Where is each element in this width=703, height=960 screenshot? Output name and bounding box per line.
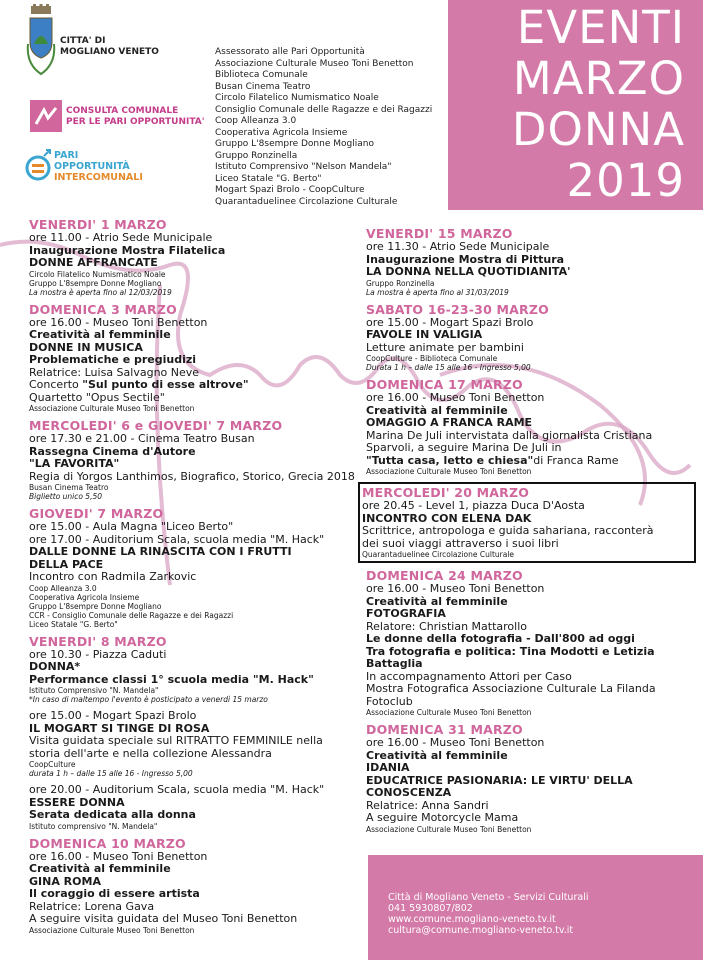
event-date: DOMENICA 3 MARZO — [29, 301, 177, 317]
consulta-icon — [30, 100, 62, 132]
event-desc: Visita guidata speciale sul RITRATTO FEMMINILE nella — [29, 734, 323, 747]
event-title: ESSERE DONNA — [29, 795, 125, 809]
event-date: MERCOLEDI' 6 e GIOVEDI' 7 MARZO — [29, 418, 283, 433]
event-title: IL MOGART SI TINGE DI ROSA — [29, 721, 210, 735]
event-org: Cooperativa Agricola Insieme — [29, 592, 140, 602]
event-note: La mostra è aperta fino al 31/03/2019 — [366, 287, 509, 297]
event-concert-label: Concerto — [29, 378, 83, 391]
event-title: OMAGGIO A FRANCA RAME — [366, 416, 533, 429]
event-org: Associazione Culturale Museo Toni Benetton — [29, 925, 195, 935]
consulta-text — [66, 106, 204, 128]
event-time-place: ore 16.00 - Museo Toni Benetton — [366, 582, 545, 595]
footer-phone: 041 5930807/802 — [388, 903, 473, 914]
event-time-place: ore 20.00 - Auditorium Scala, scuola media "M. Hack" — [29, 783, 325, 796]
event-org: CCR - Consiglio Comunale delle Ragazze e dei Ragazzi — [29, 610, 234, 620]
event-mar-7 — [29, 507, 359, 629]
event-subtitle: Creatività al femminile — [366, 403, 508, 417]
footer-email-link[interactable]: cultura@comune.mogliano-veneto.tv.it — [388, 925, 574, 936]
organizers-list — [215, 47, 432, 208]
event-show — [366, 455, 696, 468]
event-org: Istituto comprensivo "N. Mandela" — [29, 821, 158, 831]
event-mar-31 — [366, 723, 696, 834]
event-performer: Quartetto "Opus Sectile" — [29, 390, 165, 404]
event-org: Gruppo Ronzinella — [366, 278, 435, 288]
event-desc: Incontro con Radmila Zarkovic — [29, 570, 197, 583]
event-subtitle: Serata dedicata alla donna — [29, 808, 196, 821]
city-line1: CITTA' DI — [60, 36, 106, 46]
event-date: MERCOLEDI' 20 MARZO — [362, 485, 530, 500]
event-org: Liceo Statale "G. Berto" — [29, 619, 118, 629]
event-title: INCONTRO CON ELENA DAK — [362, 511, 532, 525]
event-org: Quarantaduelinee Circolazione Culturale — [362, 550, 515, 559]
event-subtitle: Inaugurazione Mostra di Pittura — [366, 252, 565, 266]
organizer-item: Liceo Statale "G. Berto" — [215, 173, 322, 184]
event-note: Durata 1 h – dalle 15 alle 16 - Ingresso 5,00 — [366, 363, 531, 372]
event-concert-title: "Sul punto di esse altrove" — [82, 378, 249, 391]
city-name — [60, 36, 159, 58]
event-desc: In accompagnamento Attori per Caso — [366, 669, 572, 683]
event-date: DOMENICA 24 MARZO — [366, 568, 523, 583]
event-title: DONNA* — [29, 660, 81, 673]
title-line-marzo: MARZO — [512, 52, 685, 105]
event-time-place: ore 10.30 - Piazza Caduti — [29, 647, 167, 661]
event-mar-17 — [366, 378, 696, 476]
footer-contact — [368, 855, 703, 960]
event-time-place: ore 20.45 - Level 1, piazza Duca D'Aosta — [362, 499, 585, 512]
event-mar-1 — [29, 218, 359, 297]
organizer-item: Coop Alleanza 3.0 — [215, 116, 297, 126]
event-mar-3 — [29, 303, 359, 414]
event-desc: Marina De Juli intervistata dalla giornalista Cristiana — [366, 428, 653, 442]
event-subtitle: Performance classi 1° scuola media "M. Hack" — [29, 672, 314, 686]
title-line-donna: DONNA — [511, 103, 685, 156]
right-column — [362, 226, 696, 840]
event-subtitle: Le donne della fotografia - Dall'800 ad oggi — [366, 632, 635, 645]
event-mar-16-23-30 — [366, 303, 696, 373]
consulta-line1: CONSULTA COMUNALE — [66, 106, 179, 116]
left-column — [29, 218, 359, 941]
event-title: FAVOLE IN VALIGIA — [366, 328, 483, 341]
event-org: CoopCulture — [29, 760, 76, 769]
event-org: Associazione Culturale Museo Toni Benetton — [366, 467, 532, 476]
event-title: LA DONNA NELLA QUOTIDIANITA' — [366, 265, 571, 278]
event-concert — [29, 379, 359, 392]
event-desc: Sparvoli, a seguire Marina De Juli in — [366, 441, 562, 454]
consulta-logo — [30, 100, 62, 136]
event-desc: dei suoi viaggi attraverso i suoi libri — [362, 536, 559, 550]
title-line-year: 2019 — [566, 154, 685, 207]
event-date: DOMENICA 17 MARZO — [366, 377, 523, 392]
organizer-item: Assessorato alle Pari Opportunità — [215, 47, 365, 57]
organizer-item: Busan Cinema Teatro — [215, 81, 311, 92]
event-org: Associazione Culturale Museo Toni Benetton — [366, 708, 532, 717]
title-box — [448, 0, 703, 210]
organizer-item: Cooperativa Agricola Insieme — [215, 127, 348, 138]
event-subtitle: Creatività al femminile — [29, 862, 171, 875]
event-title: "LA FAVORITA" — [29, 457, 120, 470]
event-date: GIOVEDI' 7 MARZO — [29, 506, 164, 521]
organizer-item: Associazione Culturale Museo Toni Benetton — [215, 58, 414, 69]
event-subtitle: Inaugurazione Mostra Filatelica — [29, 243, 226, 257]
event-org: CoopCulture - Biblioteca Comunale — [366, 354, 498, 363]
organizer-item: Quarantaduelinee Circolazione Culturale — [215, 196, 398, 207]
event-org: Associazione Culturale Museo Toni Benetton — [366, 824, 532, 834]
organizer-item: Gruppo Ronzinella — [215, 150, 298, 161]
event-org: Gruppo L'8sempre Donne Mogliano — [29, 601, 162, 611]
event-mar-20 — [358, 482, 696, 563]
event-time-place: ore 15.00 - Aula Magna "Liceo Berto" — [29, 520, 234, 533]
event-date: VENERDI' 15 MARZO — [366, 226, 513, 241]
event-speaker: Relatrice: Anna Sandri — [366, 798, 489, 812]
organizer-item: Gruppo L'8sempre Donne Mogliano — [215, 139, 374, 149]
pari-text — [54, 150, 143, 183]
event-org: Associazione Culturale Museo Toni Benetton — [29, 404, 195, 413]
event-speaker: Relatrice: Luisa Salvagno Neve — [29, 365, 200, 379]
event-show-title: "Tutta casa, letto e chiesa" — [366, 453, 534, 467]
event-time-place: ore 15.00 - Mogart Spazi Brolo — [29, 709, 197, 722]
footer-website-link[interactable]: www.comune.mogliano-veneto.tv.it — [388, 914, 556, 925]
event-subtitle: Rassegna Cinema d'Autore — [29, 444, 196, 458]
event-show-author: di Franca Rame — [533, 453, 619, 467]
pari-line1: PARI — [54, 150, 79, 161]
event-date: DOMENICA 31 MARZO — [366, 722, 523, 737]
event-time-place: ore 11.30 - Atrio Sede Municipale — [366, 240, 550, 253]
event-subtitle: Battaglia — [366, 657, 423, 670]
event-time-place: ore 15.00 - Mogart Spazi Brolo — [366, 315, 534, 329]
crest-icon — [26, 4, 56, 84]
event-note: La mostra è aperta fino al 12/03/2019 — [29, 287, 172, 297]
event-title: IDANIA — [366, 761, 410, 774]
event-time-place: ore 17.30 e 21.00 - Cinema Teatro Busan — [29, 432, 255, 445]
event-mar-10 — [29, 837, 359, 935]
consulta-line2: PER LE PARI OPPORTUNITA' — [66, 117, 205, 127]
footer-office: Città di Mogliano Veneto - Servizi Culturali — [388, 892, 589, 903]
event-time-place: ore 16.00 - Museo Toni Benetton — [29, 849, 208, 863]
event-desc: A seguire visita guidata del Museo Toni Benetton — [29, 912, 298, 925]
event-time-place: ore 16.00 - Museo Toni Benetton — [366, 736, 545, 749]
city-line2: MOGLIANO VENETO — [60, 47, 159, 57]
event-org: Coop Alleanza 3.0 — [29, 583, 97, 593]
event-mar-8 — [29, 635, 359, 831]
event-title: DELLA PACE — [29, 557, 104, 571]
event-org: Busan Cinema Teatro — [29, 483, 109, 492]
event-time-place: ore 17.00 - Auditorium Scala, scuola media "M. Hack" — [29, 532, 325, 546]
event-subtitle: Il coraggio di essere artista — [29, 887, 200, 900]
gender-equality-icon — [24, 148, 52, 188]
event-time-place: ore 16.00 - Museo Toni Benetton — [29, 315, 208, 329]
city-crest — [26, 4, 56, 82]
event-desc: Mostra Fotografica Associazione Culturale La Filanda — [366, 682, 656, 695]
event-date: VENERDI' 8 MARZO — [29, 633, 167, 649]
event-desc: Letture animate per bambini — [366, 340, 524, 354]
organizer-item: Circolo Filatelico Numismatico Noale — [215, 93, 379, 103]
event-title: DONNE AFFRANCATE — [29, 256, 158, 269]
event-speaker: Relatore: Christian Mattarollo — [366, 619, 527, 633]
event-title: DONNE IN MUSICA — [29, 340, 143, 354]
event-desc: storia dell'arte e nella collezione Alessandra — [29, 746, 272, 760]
event-subtitle: CONOSCENZA — [366, 786, 452, 799]
organizer-item: Mogart Spazi Brolo - CoopCulture — [215, 185, 365, 195]
event-note: *In caso di maltempo l'evento è posticipato a venerdì 15 marzo — [29, 695, 268, 704]
event-note: Biglietto unico 5,50 — [29, 492, 103, 501]
event-subtitle: EDUCATRICE PASIONARIA: LE VIRTU' DELLA — [366, 773, 633, 787]
organizer-item: Biblioteca Comunale — [215, 70, 308, 80]
event-title: DALLE DONNE LA RINASCITA CON I FRUTTI — [29, 545, 292, 558]
title-line-eventi: EVENTI — [516, 1, 685, 54]
event-org: Istituto Comprensivo "N. Mandela" — [29, 686, 159, 695]
event-subtitle: Creatività al femminile — [29, 328, 171, 341]
event-date: DOMENICA 10 MARZO — [29, 835, 186, 851]
event-desc: Regia di Yorgos Lanthimos, Biografico, Storico, Grecia 2018 — [29, 469, 355, 483]
event-date: VENERDI' 1 MARZO — [29, 217, 167, 232]
event-time-place: ore 11.00 - Atrio Sede Municipale — [29, 231, 213, 244]
event-mar-24 — [366, 569, 696, 717]
organizer-item: Istituto Comprensivo "Nelson Mandela" — [215, 162, 392, 172]
event-title: FOTOGRAFIA — [366, 607, 446, 620]
event-desc: A seguire Motorcycle Mama — [366, 811, 519, 824]
event-speaker: Relatrice: Lorena Gava — [29, 899, 155, 913]
event-org: Circolo Filatelico Numismatico Noale — [29, 269, 166, 279]
event-subtitle: Problematiche e pregiudizi — [29, 353, 197, 366]
pari-line3: INTERCOMUNALI — [54, 172, 143, 183]
event-title: GINA ROMA — [29, 874, 101, 888]
event-mar-6-7 — [29, 419, 359, 501]
event-org: Gruppo L'8sempre Donne Mogliano — [29, 278, 162, 288]
pari-line2: OPPORTUNITÀ — [54, 161, 130, 172]
event-subtitle: Tra fotografia e politica: Tina Modotti e Letizia — [366, 644, 655, 658]
event-date: SABATO 16-23-30 MARZO — [366, 301, 549, 317]
event-subtitle: Creatività al femminile — [366, 594, 508, 608]
event-time-place: ore 16.00 - Museo Toni Benetton — [366, 391, 545, 404]
event-note: durata 1 h – dalle 15 alle 16 - Ingresso 5,00 — [29, 769, 193, 778]
event-desc: Scrittrice, antropologa e guida sahariana, racconterà — [362, 524, 654, 537]
event-subtitle: Creatività al femminile — [366, 748, 508, 762]
event-mar-15 — [366, 227, 696, 297]
pari-logo — [24, 148, 52, 192]
organizer-item: Consiglio Comunale delle Ragazze e dei Ragazzi — [215, 104, 433, 115]
event-desc: Fotoclub — [366, 694, 413, 708]
